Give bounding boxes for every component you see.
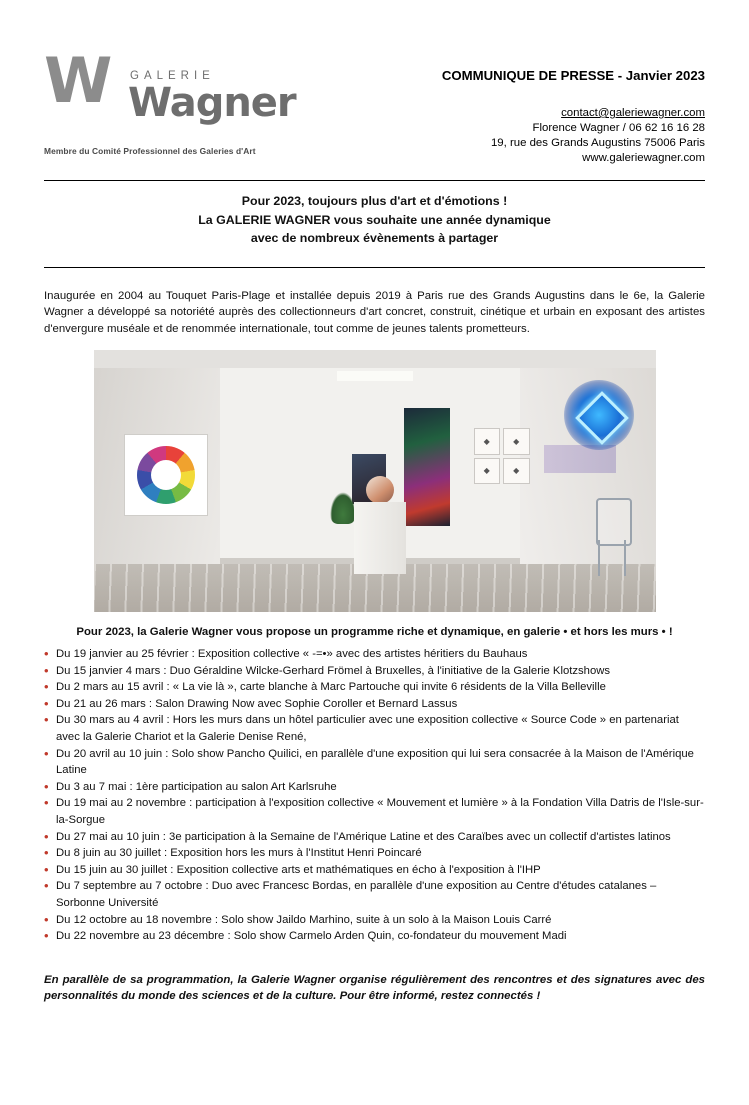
logo-wagner-text: Wagner <box>128 80 296 126</box>
press-release-title: COMMUNIQUE DE PRESSE - Janvier 2023 <box>441 68 705 83</box>
chair-leg <box>598 540 600 576</box>
list-item: • Du 12 octobre au 18 novembre : Solo show Jaildo Marhino, suite à un solo à la Maison Louis Carré <box>44 912 705 929</box>
chair-leg <box>624 540 626 576</box>
tagline-block <box>44 181 705 257</box>
tagline-line-2: La GALERIE WAGNER vous souhaite une année dynamique <box>198 212 551 227</box>
potted-plant <box>330 492 356 524</box>
tagline-line-3: avec de nombreux évènements à partager <box>250 231 499 245</box>
artwork-panel: ◆ <box>503 458 530 485</box>
artwork-color-wheel <box>124 434 208 516</box>
artwork-color-wheel-disc <box>137 446 195 504</box>
contact-person: Florence Wagner / 06 62 16 16 28 <box>532 122 705 134</box>
gallery-chair <box>590 498 634 576</box>
neon-sculpture <box>564 380 634 450</box>
photo-ceiling-light <box>337 371 413 381</box>
closing-paragraph: En parallèle de sa programmation, la Galerie Wagner organise régulièrement des rencontres et des signatures avec des personnalités du monde des sciences et de la culture. Pour être informé, restez connectés ! <box>44 973 705 1003</box>
contact-address: 19, rue des Grands Augustins 75006 Paris <box>490 137 705 149</box>
artwork-four-panel-grid <box>474 428 530 484</box>
list-item: • Du 2 mars au 15 avril : « La vie là », carte blanche à Marc Partouche qui invite 6 résidents de la Villa Belleville <box>44 679 705 696</box>
logo-subtitle: Membre du Comité Professionnel des Galeries d'Art <box>44 146 256 156</box>
list-item: • Du 27 mai au 10 juin : 3e participation à la Semaine de l'Amérique Latine et des Caraïbes avec un collectif d'artistes latinos <box>44 829 705 846</box>
gallery-photo <box>94 350 656 612</box>
list-item: • Du 8 juin au 30 juillet : Exposition hors les murs à l'Institut Henri Poincaré <box>44 845 705 862</box>
logo-letter-w: W <box>44 44 111 117</box>
photo-ceiling <box>94 350 656 368</box>
list-item: • Du 15 janvier 4 mars : Duo Géraldine Wilcke-Gerhard Frömel à Bruxelles, à l'initiative de la Galerie Klotzshows <box>44 663 705 680</box>
artwork-panel: ◆ <box>503 428 530 455</box>
chair-back <box>596 498 632 546</box>
contact-website: www.galeriewagner.com <box>582 152 705 164</box>
divider-bottom <box>44 267 705 268</box>
list-item: • Du 3 au 7 mai : 1ère participation au salon Art Karlsruhe <box>44 779 705 796</box>
gallery-logo <box>44 44 344 156</box>
display-plinth <box>354 502 406 574</box>
ceramic-vase <box>366 476 394 504</box>
list-item: • Du 22 novembre au 23 décembre : Solo show Carmelo Arden Quin, co-fondateur du mouvement Madi <box>44 928 705 945</box>
list-item: • Du 20 avril au 10 juin : Solo show Pancho Quilici, en parallèle d'une exposition qui lui sera consacrée à la Maison de l'Amérique Latine <box>44 746 705 779</box>
document-header <box>44 0 705 166</box>
artwork-panel: ◆ <box>474 458 501 485</box>
list-item: • Du 19 mai au 2 novembre : participation à l'exposition collective « Mouvement et lumière » à la Fondation Villa Datris de l'Isle-sur-la-Sorgue <box>44 795 705 828</box>
artwork-tall-gradient <box>404 408 450 526</box>
tagline-line-1: Pour 2023, toujours plus d'art et d'émotions ! <box>241 194 508 208</box>
intro-paragraph: Inaugurée en 2004 au Touquet Paris-Plage et installée depuis 2019 à Paris rue des Grands Augustins dans le 6e, la Galerie Wagner a développé sa notoriété auprès des collectionneurs d'art concret, construit, cinétique et urbain en exposant des artistes d'envergure muséale et de renommée internationale, tout comme de jeunes talents prometteurs. <box>44 289 705 335</box>
logo-mark <box>44 44 344 126</box>
header-contact-block <box>442 48 705 166</box>
list-item: • Du 19 janvier au 25 février : Exposition collective « -=•» avec des artistes héritiers du Bauhaus <box>44 646 705 663</box>
list-item: • Du 7 septembre au 7 octobre : Duo avec Francesc Bordas, en parallèle d'une exposition au Centre d'études catalanes – Sorbonne Université <box>44 878 705 911</box>
contact-email-link[interactable]: contact@galeriewagner.com <box>561 107 705 119</box>
logo-galerie-text: GALERIE <box>130 70 215 82</box>
list-item: • Du 21 au 26 mars : Salon Drawing Now avec Sophie Coroller et Bernard Lassus <box>44 696 705 713</box>
list-item: • Du 30 mars au 4 avril : Hors les murs dans un hôtel particulier avec une exposition collective « Source Code » en partenariat avec la Galerie Chariot et la Galerie Denise René, <box>44 712 705 745</box>
list-item: • Du 15 juin au 30 juillet : Exposition collective arts et mathématiques en écho à l'exposition à l'IHP <box>44 862 705 879</box>
events-list <box>44 646 705 945</box>
artwork-panel: ◆ <box>474 428 501 455</box>
program-title: Pour 2023, la Galerie Wagner vous propose un programme riche et dynamique, en galerie • et hors les murs • ! <box>76 626 673 638</box>
